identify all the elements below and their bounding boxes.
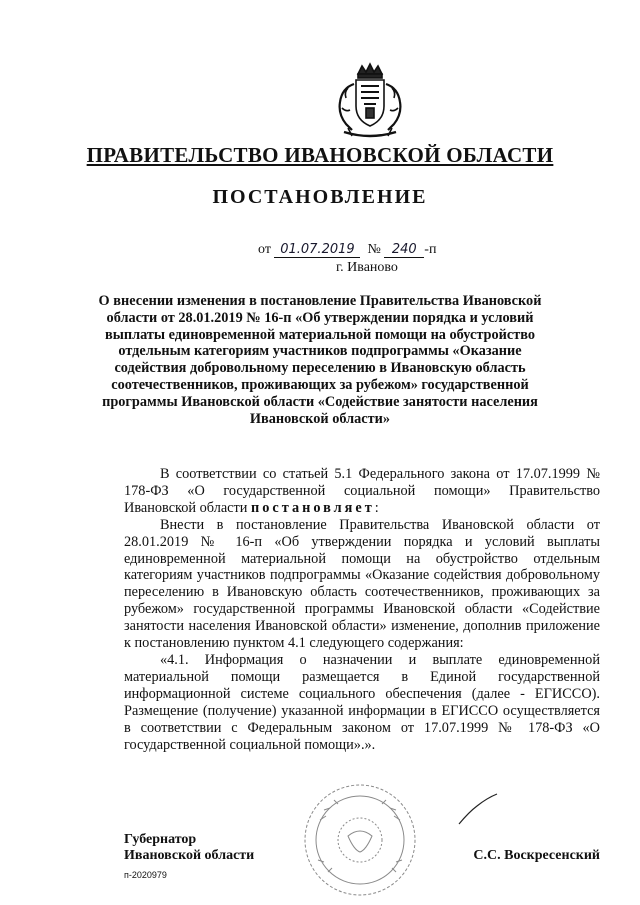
handwritten-date: 01.07.2019 (274, 242, 360, 258)
resolution-body (124, 466, 600, 753)
body-paragraph-2: Внести в постановление Правительства Ивановской области от 28.01.2019 № 16-п «Об утверждении порядка и условий выплаты единовременной материальной помощи на обустройство отдельным категориям участников подпрограммы «Оказание содействия добровольному переселению в Ивановскую область соотечественников, проживающих за рубежом» государственной программы Ивановской области «Содействие занятости населения Ивановской области» изменение, дополнив приложение к постановлению пунктом 4.1 следующего содержания: (124, 516, 600, 652)
number-prefix: № (367, 242, 381, 257)
organization-title: ПРАВИТЕЛЬСТВО ИВАНОВСКОЙ ОБЛАСТИ (86, 143, 554, 167)
date-prefix: от (258, 242, 271, 257)
document-type: ПОСТАНОВЛЕНИЕ (212, 186, 428, 208)
governor-title (124, 832, 254, 864)
body-paragraph-1 (124, 466, 600, 517)
resolves-word: постановляет (251, 499, 375, 516)
preamble-text: В соответствии со статьей 5.1 Федерального закона от 17.07.1999 № 178-ФЗ «О государственной социальной помощи» Правительство Ивановской области (124, 466, 600, 516)
resolution-heading: О внесении изменения в постановление Правительства Ивановской области от 28.01.2019 № 16-п «Об утверждении порядка и условий выплаты единовременной материальной помощи на обустройство отдельным категориям участников подпрограммы «Оказание содействия добровольному переселению в Ивановскую область соотечественников, проживающих за рубежом» государственной программы Ивановской области «Содействие занятости населения Ивановской области» (98, 293, 542, 427)
governor-title-line-1: Губернатор (124, 832, 197, 847)
coat-of-arms-icon (328, 58, 412, 142)
stamp-icon (300, 780, 420, 900)
preamble-end: : (374, 499, 379, 516)
city: г. Иваново (336, 260, 398, 275)
signature-icon (455, 792, 500, 827)
handwritten-number: 240 (384, 242, 424, 258)
document-code: п-2020979 (124, 870, 167, 880)
governor-title-line-2: Ивановской области (124, 848, 255, 863)
number-suffix: -п (424, 242, 437, 257)
date-number-line (258, 242, 436, 258)
body-paragraph-3: «4.1. Информация о назначении и выплате единовременной материальной помощи размещается в Единой государственной информационной системе социального обеспечения (далее - ЕГИССО). Размещение (получение) указанной информации в ЕГИССО осуществляется в соответствии с Федеральным законом от 17.07.1999 № 178-ФЗ «О государственной социальной помощи».». (124, 651, 600, 753)
governor-name: С.С. Воскресенский (473, 848, 600, 863)
